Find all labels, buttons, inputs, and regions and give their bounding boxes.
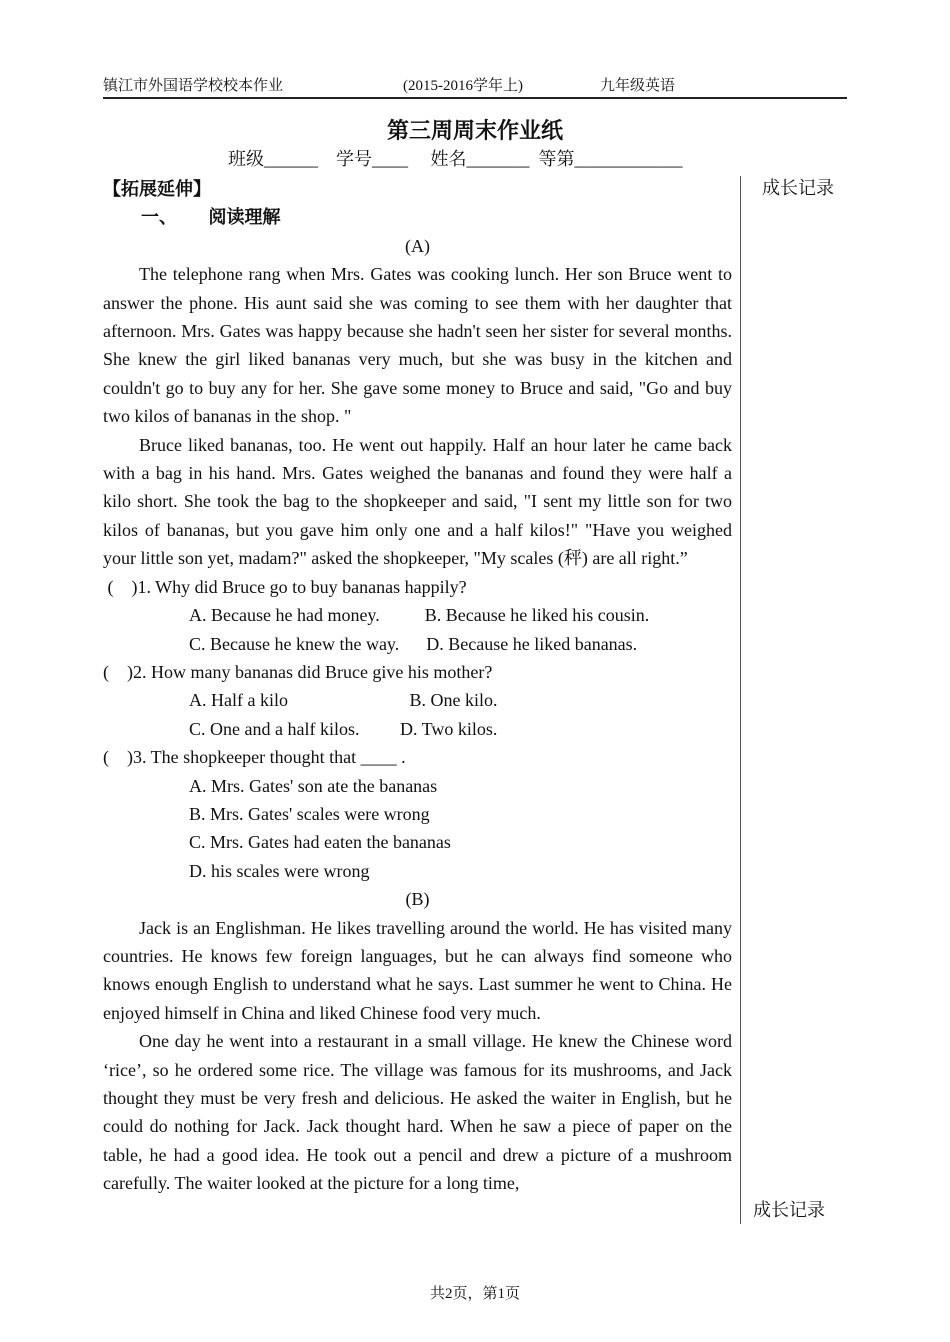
header-rule (103, 97, 847, 99)
passage-a-paragraph-1: The telephone rang when Mrs. Gates was cooking lunch. Her son Bruce went to answer the phone. His aunt said she was coming to see them with her daughter that afternoon. Mrs. Gates was happy because she hadn't seen her sister for several months. She knew the girl liked bananas very much, but she was busy in the kitchen and couldn't go to buy any for her. She gave some money to Bruce and said, "Go and buy two kilos of bananas in the shop. " (103, 264, 732, 427)
question-3-option-d: D. his scales were wrong (189, 860, 370, 881)
side-note-top: 成长记录 (762, 178, 834, 198)
main-content (103, 175, 732, 1198)
passage-b-paragraph-2: One day he went into a restaurant in a small village. He knew the Chinese word ‘rice’, so he ordered some rice. The village was famous for its mushrooms, and Jack thought they must be very fresh and delicious. He asked the waiter in English, but he could do nothing for Jack. Jack thought hard. When he saw a piece of paper on the table, he had a good idea. He took out a pencil and drew a picture of a mushroom carefully. The waiter looked at the picture for a long time, (103, 1031, 732, 1194)
header-subject: 九年级英语 (600, 78, 676, 94)
margin-divider (740, 176, 741, 1224)
section-tag: 【拓展延伸】 (103, 179, 211, 199)
side-note-bottom: 成长记录 (753, 1200, 825, 1220)
header-year: (2015-2016学年上) (403, 78, 523, 94)
question-3-option-a: A. Mrs. Gates' son ate the bananas (189, 775, 438, 796)
section-part: 一、 阅读理解 (141, 207, 281, 228)
passage-a-label: (A) (405, 235, 430, 256)
question-2-options-ab: A. Half a kilo B. One kilo. (189, 690, 498, 711)
question-1: ( )1. Why did Bruce go to buy bananas happily? (103, 576, 467, 597)
passage-b-paragraph-1: Jack is an Englishman. He likes travelling around the world. He has visited many countries. He knows few foreign languages, but he can always find someone who knows enough English to understand what he says. Last summer he went to China. He enjoyed himself in China and liked Chinese food very much. (103, 917, 732, 1023)
question-2-options-cd: C. One and a half kilos. D. Two kilos. (189, 718, 498, 739)
question-2: ( )2. How many bananas did Bruce give his mother? (103, 661, 493, 682)
question-3-option-c: C. Mrs. Gates had eaten the bananas (189, 832, 451, 853)
question-3: ( )3. The shopkeeper thought that ____ . (103, 747, 406, 768)
page-footer: 共2页，第1页 (429, 1286, 520, 1302)
question-1-options-ab: A. Because he had money. B. Because he liked his cousin. (189, 605, 650, 626)
question-1-options-cd: C. Because he knew the way. D. Because he liked bananas. (189, 633, 638, 654)
passage-a-paragraph-2: Bruce liked bananas, too. He went out happily. Half an hour later he came back with a bag in his hand. Mrs. Gates weighed the bananas and found they were half a kilo short. She took the bag to the shopkeeper and said, "I sent my little son for two kilos of bananas, but you gave him only one and a half kilos!" "Have you weighed your little son yet, madam?" asked the shopkeeper, "My scales (秤) are all right.” (103, 434, 732, 569)
passage-b-label: (B) (405, 889, 430, 910)
page-title: 第三周周末作业纸 (386, 118, 563, 143)
question-3-option-b: B. Mrs. Gates' scales were wrong (189, 803, 430, 824)
student-info-line: 班级______ 学号____ 姓名_______ 等第____________ (228, 149, 683, 169)
header-school: 镇江市外国语学校校本作业 (103, 78, 284, 94)
